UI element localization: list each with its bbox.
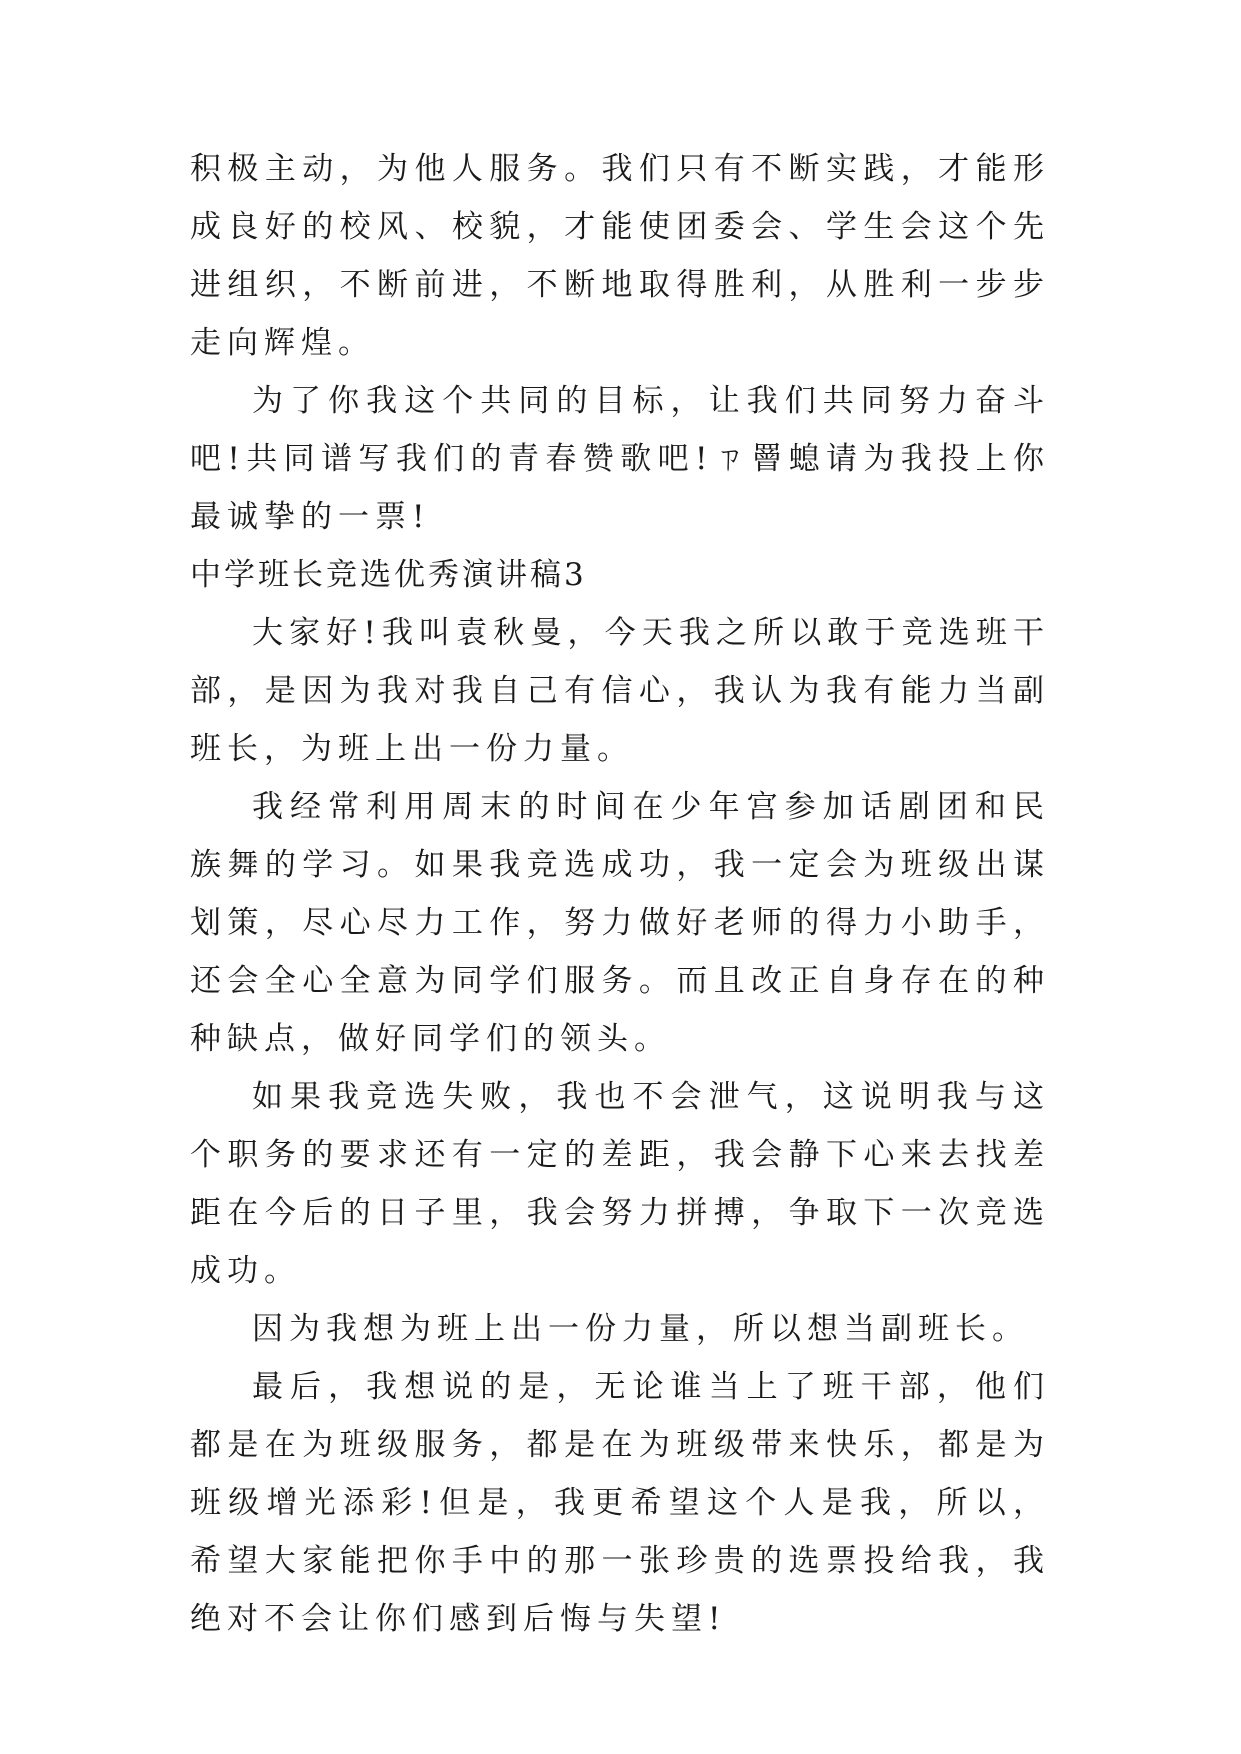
paragraph-plans: 我经常利用周末的时间在少年宫参加话剧团和民族舞的学习。如果我竞选成功，我一定会为班级出谋划策，尽心尽力工作，努力做好老师的得力小助手，还会全心全意为同学们服务。而且改正自身存在的种种缺点，做好同学们的领头。 (190, 789, 1050, 1057)
paragraph-introduction: 大家好!我叫袁秋曼，今天我之所以敢于竞选班干部，是因为我对我自己有信心，我认为我有能力当副班长，为班上出一份力量。 (190, 615, 1050, 767)
section-heading: 中学班长竞选优秀演讲稿3 (190, 557, 587, 593)
paragraph-continuation: 积极主动，为他人服务。我们只有不断实践，才能形成良好的校风、校貌，才能使团委会、学生会这个先进组织，不断前进，不断地取得胜利，从胜利一步步走向辉煌。 (190, 151, 1050, 361)
paragraph-closing-appeal: 为了你我这个共同的目标，让我们共同努力奋斗吧!共同谱写我们的青春赞歌吧!ㄗ罾螅请为我投上你最诚挚的一票! (190, 383, 1050, 535)
paragraph-if-fail: 如果我竞选失败，我也不会泄气，这说明我与这个职务的要求还有一定的差距，我会静下心来去找差距在今后的日子里，我会努力拼搏，争取下一次竞选成功。 (190, 1079, 1050, 1289)
document-body (190, 140, 1050, 1648)
paragraph-reason: 因为我想为班上出一份力量，所以想当副班长。 (252, 1311, 1029, 1347)
paragraph-conclusion: 最后，我想说的是，无论谁当上了班干部，他们都是在为班级服务，都是在为班级带来快乐，都是为班级增光添彩!但是，我更希望这个人是我，所以，希望大家能把你手中的那一张珍贵的选票投给我，我绝对不会让你们感到后悔与失望! (190, 1369, 1050, 1637)
